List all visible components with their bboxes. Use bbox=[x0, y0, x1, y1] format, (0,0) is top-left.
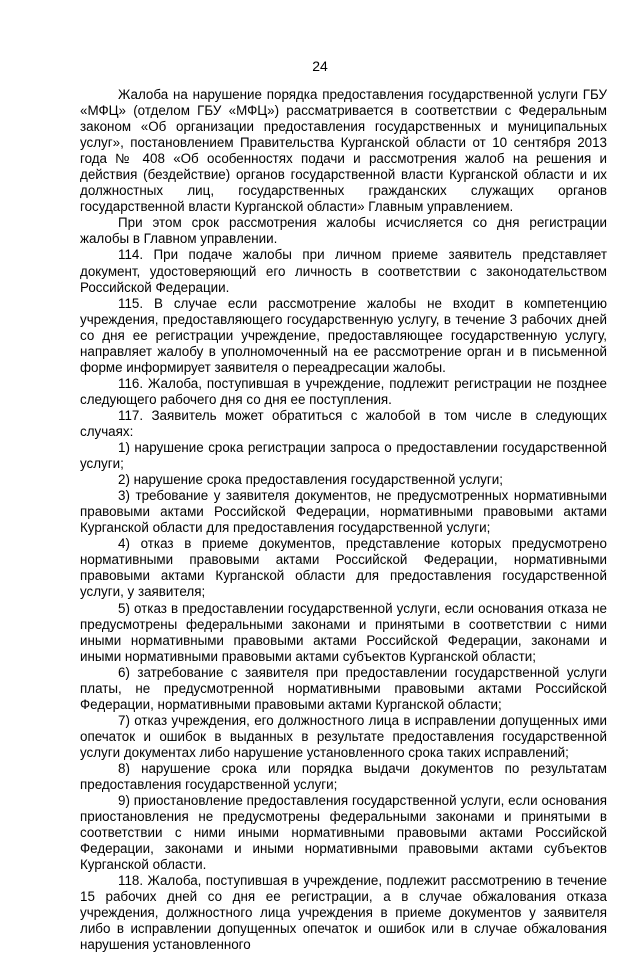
page-number: 24 bbox=[312, 58, 328, 74]
list-item-7: 7) отказ учреждения, его должностного лица в исправлении допущенных ими опечаток и ошибок в выданных в результате предоставления государственной услуги документах либо нарушение установленного срока таких исправлений; bbox=[80, 712, 607, 760]
paragraph-116: 116. Жалоба, поступившая в учреждение, подлежит регистрации не позднее следующего рабочего дня со дня ее поступления. bbox=[80, 375, 607, 407]
paragraph-115: 115. В случае если рассмотрение жалобы не входит в компетенцию учреждения, предоставляющего государственную услугу, в течение 3 рабочих дней со дня ее регистрации учреждение, предоставляющее государственную услугу, направляет жалобу в уполномоченный на ее рассмотрение орган и в письменной форме информирует заявителя о переадресации жалобы. bbox=[80, 295, 607, 375]
paragraph-114: 114. При подаче жалобы при личном приеме заявитель представляет документ, удостоверяющий его личность в соответствии с законодательством Российской Федерации. bbox=[80, 247, 607, 295]
list-item-2: 2) нарушение срока предоставления государственной услуги; bbox=[118, 472, 503, 488]
list-item-3: 3) требование у заявителя документов, не предусмотренных нормативными правовыми актами Российской Федерации, нормативными правовыми актами Курганской области для предоставления государственной услуги; bbox=[80, 488, 607, 536]
list-item-8: 8) нарушение срока или порядка выдачи документов по результатам предоставления государственной услуги; bbox=[80, 760, 607, 793]
list-item-4: 4) отказ в приеме документов, представление которых предусмотрено нормативными правовыми актами Российской Федерации, нормативными правовыми актами Курганской области для предоставления государственной услуги, у заявителя; bbox=[80, 536, 607, 600]
paragraph-118: 118. Жалоба, поступившая в учреждение, подлежит рассмотрению в течение 15 рабочих дней со дня ее регистрации, а в случае обжалования отказа учреждения, должностного лица учреждения в приеме документов у заявителя либо в исправлении допущенных опечаток и ошибок или в случае обжалования нарушения установленного bbox=[80, 873, 607, 953]
list-item-5: 5) отказ в предоставлении государственной услуги, если основания отказа не предусмотрены федеральными законами и принятыми в соответствии с ними иными нормативными правовыми актами Российской Федерации, законами и иными нормативными правовыми актами субъектов Курганской области; bbox=[80, 600, 607, 664]
paragraph-117: 117. Заявитель может обратиться с жалобой в том числе в следующих случаях: bbox=[80, 407, 607, 439]
paragraph-complaint-mfc: Жалоба на нарушение порядка предоставления государственной услуги ГБУ «МФЦ» (отделом ГБУ «МФЦ») рассматривается в соответствии с Федеральным законом «Об организации предоставления государственных и муниципальных услуг», постановлением Правительства Курганской области от 10 сентября 2013 года № 408 «Об особенностях подачи и рассмотрения жалоб на решения и действия (бездействие) органов государственной власти Курганской области и их должностных лиц, государственных гражданских служащих органов государственной власти Курганской области» Главным управлением. bbox=[80, 87, 607, 215]
paragraph-review-term: При этом срок рассмотрения жалобы исчисляется со дня регистрации жалобы в Главном управлении. bbox=[80, 215, 607, 247]
document-body bbox=[80, 87, 607, 954]
list-item-1: 1) нарушение срока регистрации запроса о предоставлении государственной услуги; bbox=[80, 440, 607, 472]
list-item-9: 9) приостановление предоставления государственной услуги, если основания приостановления не предусмотрены федеральными законами и принятыми в соответствии с ними иными нормативными правовыми актами Российской Федерации, законами и иными нормативными правовыми актами субъектов Курганской области. bbox=[80, 793, 607, 873]
list-item-6: 6) затребование с заявителя при предоставлении государственной услуги платы, не предусмотренной нормативными правовыми актами Российской Федерации, нормативными правовыми актами Курганской области; bbox=[80, 664, 607, 712]
